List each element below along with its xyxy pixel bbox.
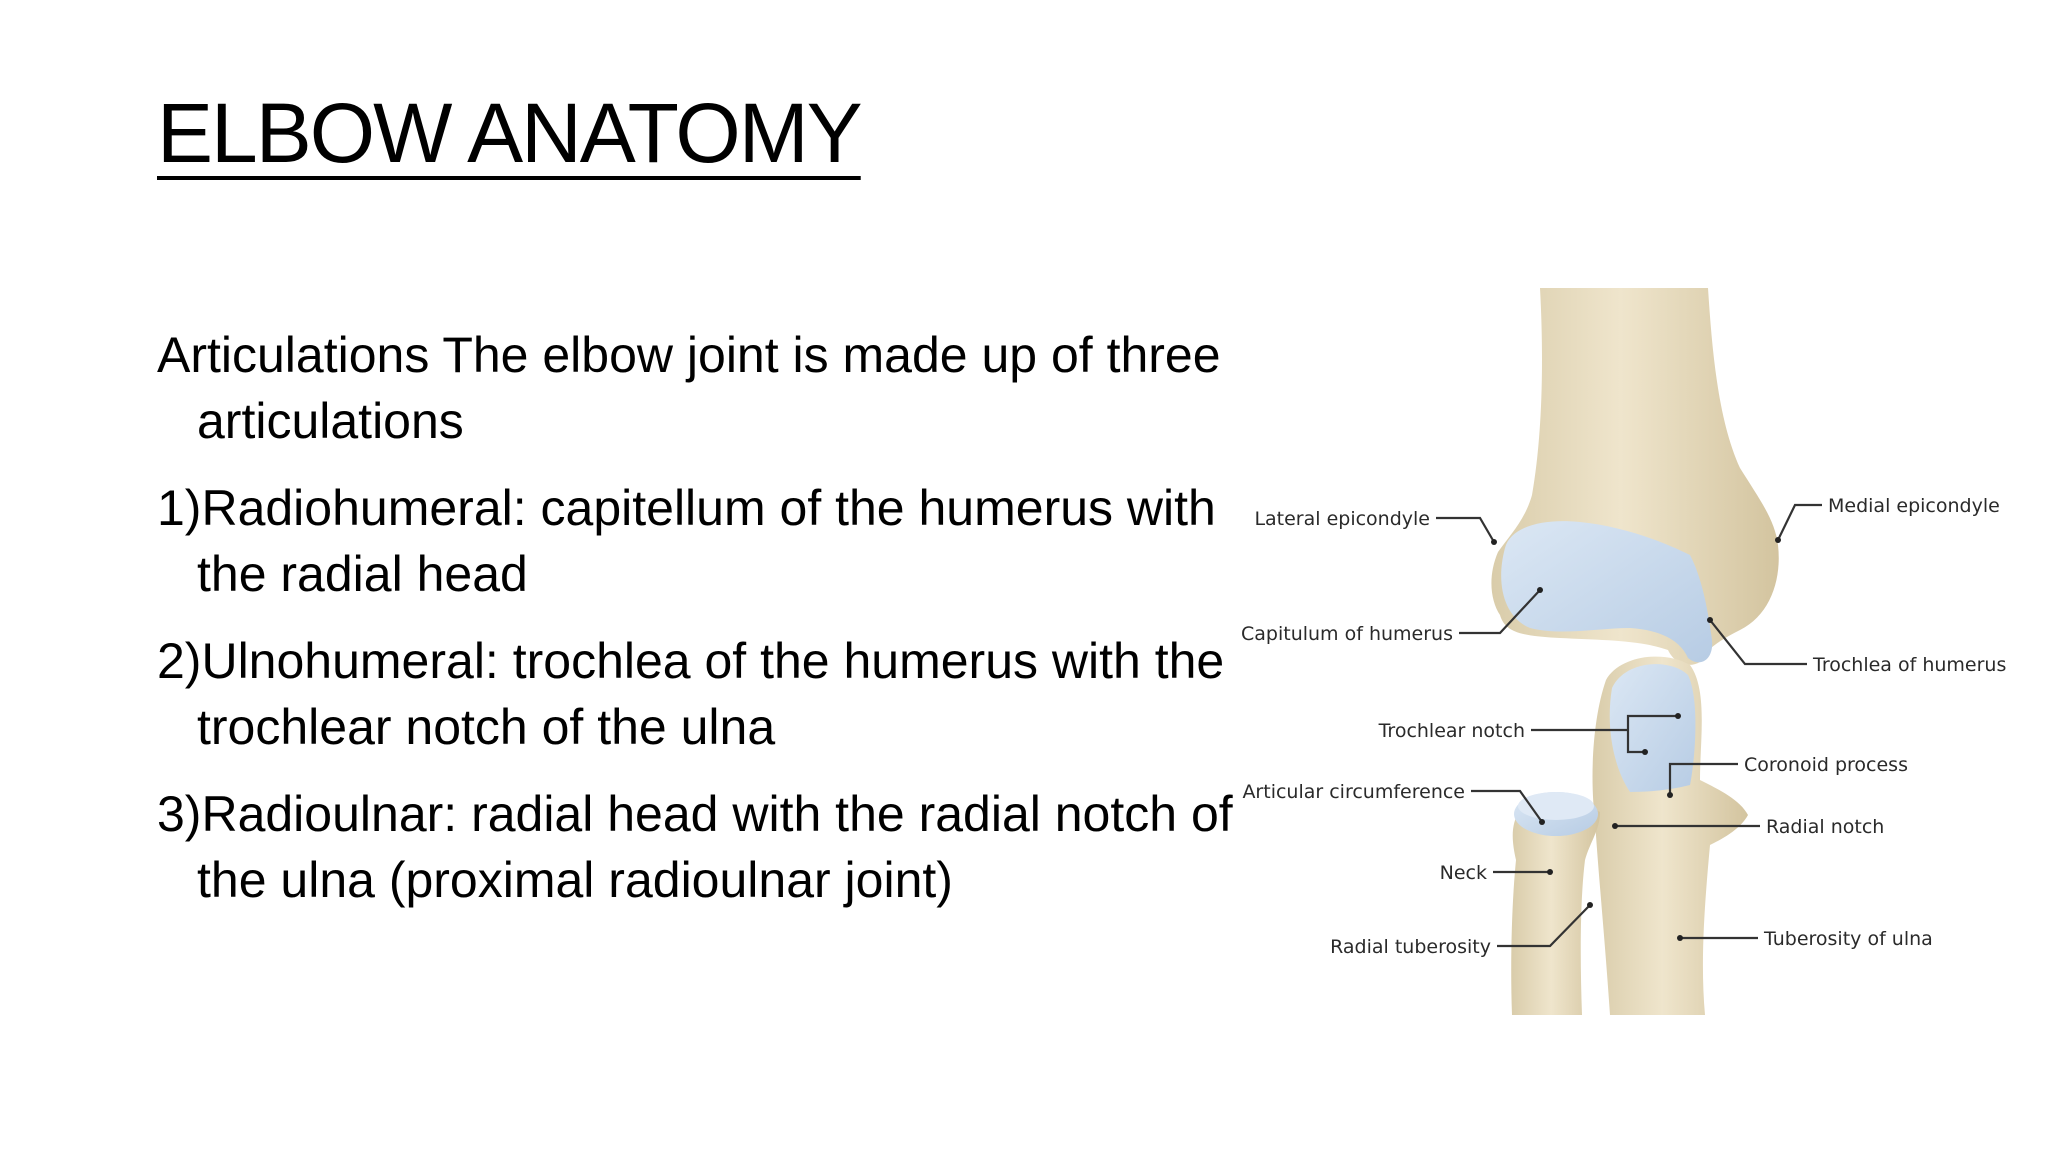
ulna-cartilage <box>1610 664 1696 792</box>
label-trochlea-of-humerus: Trochlea of humerus <box>1813 654 2007 676</box>
elbow-diagram <box>1235 282 2035 1152</box>
elbow-anatomy-figure <box>1235 282 2035 1152</box>
label-radial-notch: Radial notch <box>1766 816 1885 838</box>
label-articular-circumference: Articular circumference <box>1242 781 1465 803</box>
paragraph-radioulnar: 3)Radioulnar: radial head with the radial notch of the ulna (proximal radioulnar joint) <box>157 786 1233 908</box>
label-neck: Neck <box>1439 862 1487 884</box>
label-trochlear-notch: Trochlear notch <box>1378 720 1525 742</box>
paragraph-articulations: Articulations The elbow joint is made up of three articulations <box>157 327 1221 449</box>
label-lateral-epicondyle: Lateral epicondyle <box>1254 508 1430 530</box>
label-capitulum-of-humerus: Capitulum of humerus <box>1241 623 1453 645</box>
label-radial-tuberosity: Radial tuberosity <box>1330 936 1491 958</box>
paragraph-ulnohumeral: 2)Ulnohumeral: trochlea of the humerus with the trochlear notch of the ulna <box>157 633 1225 755</box>
label-coronoid-process: Coronoid process <box>1744 754 1908 776</box>
slide-title: ELBOW ANATOMY <box>157 86 861 180</box>
label-medial-epicondyle: Medial epicondyle <box>1828 495 2000 517</box>
label-tuberosity-of-ulna: Tuberosity of ulna <box>1764 928 1933 950</box>
paragraph-radiohumeral: 1)Radiohumeral: capitellum of the humerus with the radial head <box>157 480 1216 602</box>
slide-body <box>157 322 1237 934</box>
